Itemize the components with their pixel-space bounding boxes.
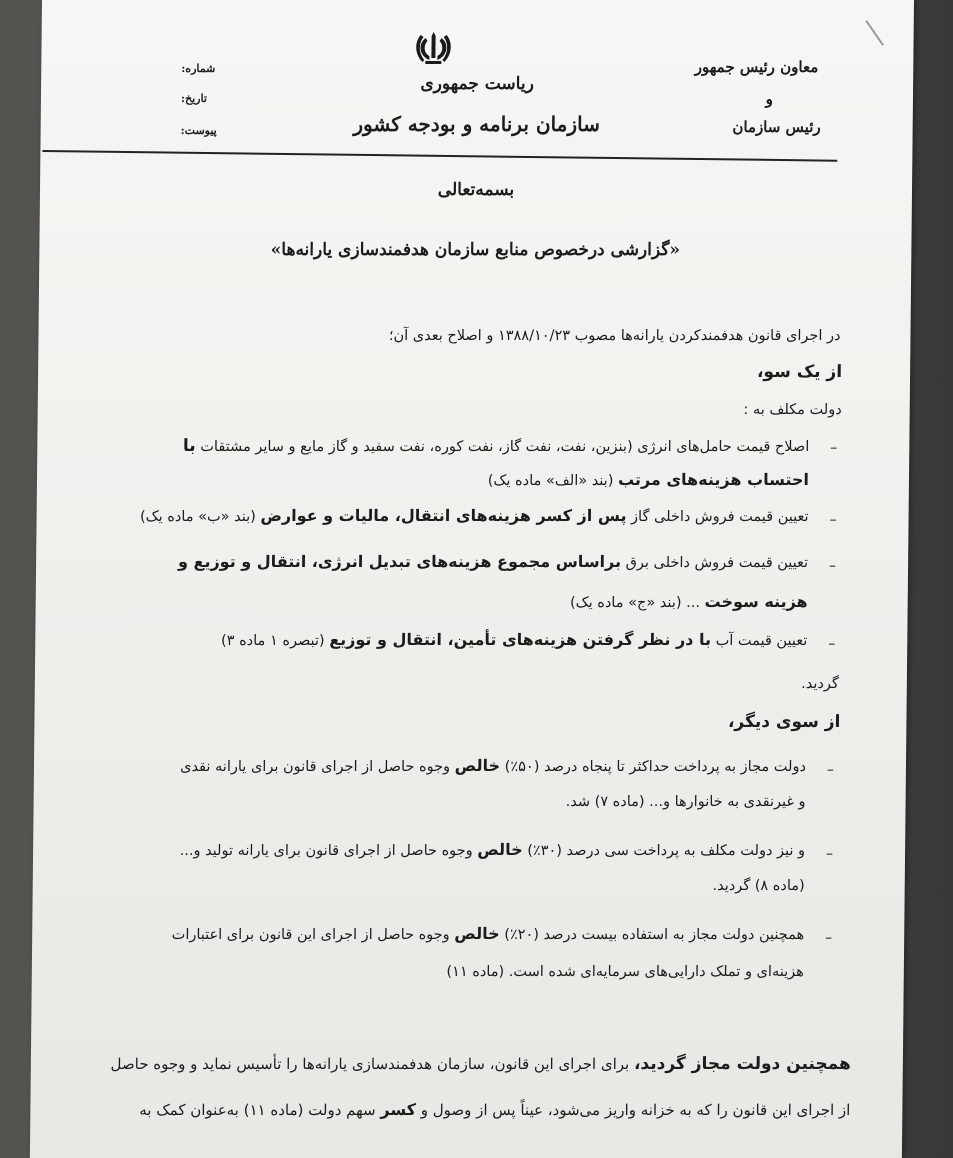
s2-item1-line2: و غیرنقدی به خانوارها و... (ماده ۷) شد. bbox=[565, 794, 806, 810]
iran-emblem-icon bbox=[411, 28, 455, 66]
header-vp-line: معاون رئیس جمهور bbox=[694, 58, 819, 76]
intro-text: در اجرای قانون هدفمندکردن یارانه‌ها مصوب ۱۳۸۸/۱۰/۲۳ و اصلاح بعدی آن؛ bbox=[388, 328, 841, 344]
header-attachment-label: پیوست: bbox=[180, 124, 217, 137]
header-date-label: تاریخ: bbox=[180, 92, 207, 105]
s1-item3-line1: تعیین قیمت فروش داخلی برق براساس مجموع هزینه‌های تبدیل انرژی، انتقال و توزیع و bbox=[177, 552, 809, 571]
final-line1: همچنین دولت مجاز گردید، برای اجرای این قانون، سازمان هدفمندسازی یارانه‌ها را تأسیس نماید و وجوه حاصل bbox=[110, 1054, 851, 1074]
section1-lead: دولت مکلف به : bbox=[743, 402, 842, 418]
section1-closing: گردید. bbox=[801, 676, 839, 692]
s2-item2-line2: (ماده ۸) گردید. bbox=[712, 878, 805, 894]
header-presidency: ریاست جمهوری bbox=[420, 74, 534, 94]
bullet-dash: – bbox=[825, 930, 833, 946]
header-organization: سازمان برنامه و بودجه کشور bbox=[353, 112, 601, 136]
s1-item2-line1: تعیین قیمت فروش داخلی گاز پس از کسر هزینه‌های انتقال، مالیات و عوارض (بند «ب» ماده یک) bbox=[139, 506, 809, 525]
header-head-line: رئیس سازمان bbox=[732, 118, 821, 136]
header-and: و bbox=[765, 90, 774, 108]
s1-item1-line1: اصلاح قیمت حامل‌های انرژی (بنزین، نفت، نفت گاز، نفت کوره، نفت سفید و گاز مایع و سایر مشتقات با bbox=[182, 436, 810, 456]
section2-heading: از سوی دیگر، bbox=[727, 712, 841, 732]
bullet-dash: – bbox=[830, 440, 838, 456]
s1-item1-line2: احتساب هزینه‌های مرتب (بند «الف» ماده یک) bbox=[487, 470, 810, 489]
section1-heading: از یک سو، bbox=[756, 362, 843, 382]
bullet-dash: – bbox=[828, 636, 836, 652]
s2-item3-line2: هزینه‌ای و تملک دارایی‌های سرمایه‌ای شده است. (ماده ۱۱) bbox=[446, 964, 804, 980]
bullet-dash: – bbox=[829, 512, 837, 528]
bullet-dash: – bbox=[825, 846, 834, 862]
document-page bbox=[30, 0, 914, 1158]
header-number-label: شماره: bbox=[181, 62, 216, 75]
s2-item3-line1: همچنین دولت مجاز به استفاده بیست درصد (۲۰٪) خالص وجوه حاصل از اجرای این قانون برای اعتبارات bbox=[171, 924, 805, 943]
s2-item1-line1: دولت مجاز به پرداخت حداکثر تا پنجاه درصد (۵۰٪) خالص وجوه حاصل از اجرای قانون برای یارانه نقدی bbox=[180, 756, 807, 775]
header-divider bbox=[42, 150, 837, 162]
s1-item4-line1: تعیین قیمت آب با در نظر گرفتن هزینه‌های تأمین، انتقال و توزیع (تبصره ۱ ماده ۳) bbox=[220, 630, 808, 649]
basmala: بسمه‌تعالی bbox=[437, 180, 515, 200]
report-title: «گزارشی درخصوص منابع سازمان هدفمندسازی یارانه‌ها» bbox=[270, 240, 681, 260]
s2-item2-line1: و نیز دولت مکلف به پرداخت سی درصد (۳۰٪) خالص وجوه حاصل از اجرای قانون برای یارانه تولید و... bbox=[179, 840, 806, 859]
bullet-dash: – bbox=[828, 558, 837, 574]
s1-item3-line2: هزینه سوخت ... (بند «ج» ماده یک) bbox=[569, 592, 808, 611]
final-line2: از اجرای این قانون را که به خزانه واریز می‌شود، عیناً پس از وصول و کسر سهم دولت (ماده ۱۱) به‌عنوان کمک به bbox=[139, 1100, 851, 1119]
bullet-dash: – bbox=[826, 762, 835, 778]
